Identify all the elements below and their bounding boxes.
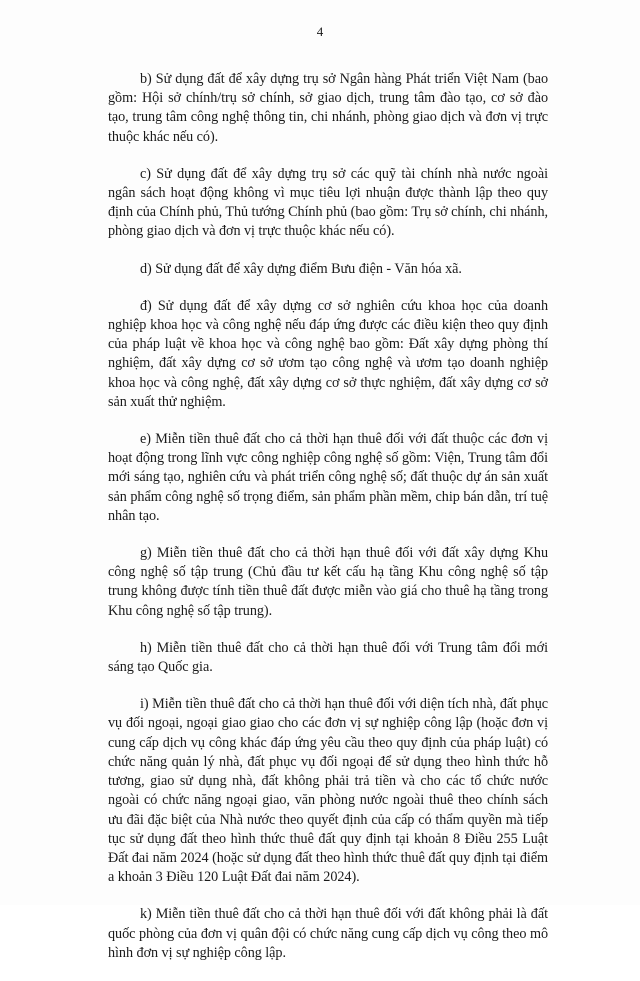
paragraph-h: h) Miễn tiền thuê đất cho cả thời hạn thuê đối với Trung tâm đổi mới sáng tạo Quốc gia. (108, 639, 548, 676)
paragraph-dd: đ) Sử dụng đất để xây dựng cơ sở nghiên cứu khoa học của doanh nghiệp khoa học và công nghệ nếu đáp ứng được các điều kiện theo quy định của pháp luật về khoa học và công nghệ bao gồm: Đất xây dựng phòng thí nghiệm, đất xây dựng cơ sở ươm tạo công nghệ và ươm tạo doanh nghiệp khoa học và công nghệ, đất xây dựng cơ sở thực nghiệm, đất xây dựng cơ sở sản xuất thử nghiệm. (108, 297, 548, 410)
document-body (108, 70, 548, 981)
paragraph-e: e) Miễn tiền thuê đất cho cả thời hạn thuê đối với đất thuộc các đơn vị hoạt động trong lĩnh vực công nghiệp công nghệ số gồm: Viện, Trung tâm đổi mới sáng tạo, nghiên cứu và phát triển công nghệ số; đất thuộc dự án sản xuất sản phẩm công nghệ số trọng điểm, sản phẩm phần mềm, chip bán dẫn, trí tuệ nhân tạo. (108, 431, 548, 524)
page-number: 4 (316, 24, 324, 39)
paragraph-g: g) Miễn tiền thuê đất cho cả thời hạn thuê đối với đất xây dựng Khu công nghệ số tập trung (Chủ đầu tư kết cấu hạ tầng Khu công nghệ số tập trung không được tính tiền thuê đất được miễn vào giá cho thuê hạ tầng trong Khu công nghệ số tập trung). (108, 545, 548, 619)
paragraph-b: b) Sử dụng đất để xây dựng trụ sở Ngân hàng Phát triển Việt Nam (bao gồm: Hội sở chính/trụ sở chính, sở giao dịch, trung tâm đào tạo, cơ sở đào tạo, trung tâm công nghệ thông tin, chi nhánh, phòng giao dịch và đơn vị trực thuộc khác nếu có). (108, 71, 548, 145)
paragraph-d: d) Sử dụng đất để xây dựng điểm Bưu điện - Văn hóa xã. (140, 260, 462, 277)
paragraph-k: k) Miễn tiền thuê đất cho cả thời hạn thuê đối với đất không phải là đất quốc phòng của đơn vị quân đội có chức năng cung cấp dịch vụ công theo mô hình đơn vị sự nghiệp công lập. (108, 906, 548, 961)
paragraph-c: c) Sử dụng đất để xây dựng trụ sở các quỹ tài chính nhà nước ngoài ngân sách hoạt động không vì mục tiêu lợi nhuận được thành lập theo quy định của Chính phủ, Thủ tướng Chính phủ (bao gồm: Trụ sở chính, chi nhánh, phòng giao dịch và đơn vị trực thuộc khác nếu có). (108, 165, 549, 240)
paragraph-i: i) Miễn tiền thuê đất cho cả thời hạn thuê đối với diện tích nhà, đất phục vụ đối ngoại, ngoại giao giao cho các đơn vị sự nghiệp công lập (hoặc đơn vị cung cấp dịch vụ công khác đáp ứng yêu cầu theo quy định của pháp luật) có chức năng quản lý nhà, đất phục vụ đối ngoại để sử dụng theo hình thức hỗ tương, giao sử dụng nhà, đất không phải trả tiền và cho các tổ chức nước ngoài có chức năng ngoại giao, văn phòng nước ngoài thuê theo chính sách ưu đãi đặc biệt của Nhà nước theo quyết định của cấp có thẩm quyền mà tiếp tục sử dụng đất theo hình thức thuê đất quy định tại khoản 8 Điều 255 Luật Đất đai năm 2024 (hoặc sử dụng đất theo hình thức thuê đất quy định tại điểm a khoản 3 Điều 120 Luật Đất đai năm 2024). (108, 696, 548, 886)
